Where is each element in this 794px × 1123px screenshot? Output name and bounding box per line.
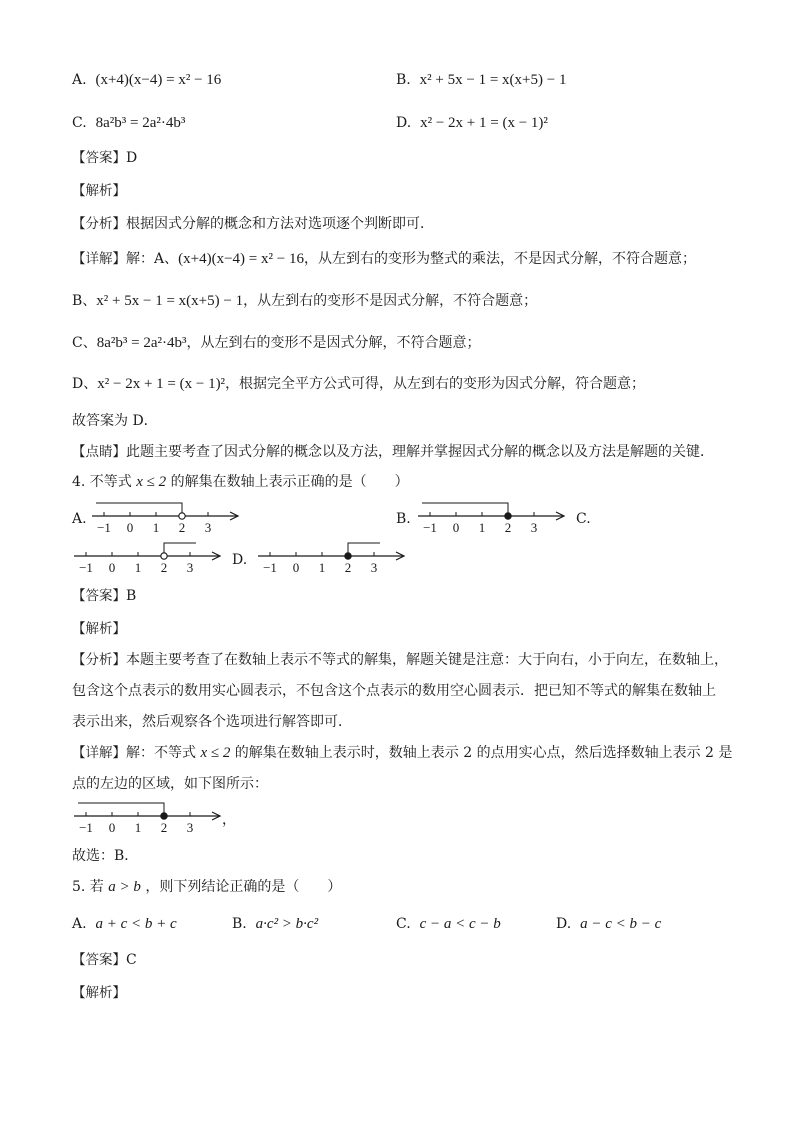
q4-answer: 【答案】B bbox=[72, 588, 137, 604]
axis-tick-label: 2 bbox=[344, 560, 352, 575]
axis-tick-label: 2 bbox=[160, 820, 168, 835]
axis-tick-label: 3 bbox=[204, 520, 212, 535]
q4-numberline-d bbox=[254, 540, 414, 576]
solid-point bbox=[345, 553, 351, 559]
q4-stem: 4. 不等式 x ≤ 2 的解集在数轴上表示正确的是（ ） bbox=[72, 474, 409, 490]
q3-option-b-math: x² + 5x − 1 = x(x+5) − 1 bbox=[419, 72, 567, 88]
q5-option-a: A. a + c < b + c bbox=[72, 916, 177, 932]
q4-fenxi-3: 表示出来，然后观察各个选项进行解答即可． bbox=[72, 714, 352, 730]
axis-tick-label: 3 bbox=[530, 520, 538, 535]
axis-tick-label: −1 bbox=[79, 560, 93, 575]
axis-tick-label: 2 bbox=[178, 520, 186, 535]
axis-tick-label: 1 bbox=[318, 560, 326, 575]
axis-tick-label: 0 bbox=[108, 560, 116, 575]
q4-label-c: C. bbox=[576, 511, 591, 527]
solid-point bbox=[161, 813, 167, 819]
hollow-point bbox=[161, 553, 167, 559]
q5-analysis-heading: 【解析】 bbox=[72, 985, 126, 1001]
axis-tick-label: 1 bbox=[134, 820, 142, 835]
axis-tick-label: −1 bbox=[79, 820, 93, 835]
q4-fenxi-1: 【分析】本题主要考查了在数轴上表示不等式的解集，解题关键是注意：大于向右，小于向左，在数轴上， bbox=[72, 652, 728, 668]
q4-conclusion: 故选：B． bbox=[72, 848, 139, 864]
axis-tick-label: 1 bbox=[152, 520, 160, 535]
q4-figure-comma: ， bbox=[222, 812, 236, 828]
axis-tick-label: 0 bbox=[126, 520, 134, 535]
q5-option-d: D. a − c < b − c bbox=[556, 916, 662, 932]
hollow-point bbox=[179, 513, 185, 519]
q3-option-a-math: (x+4)(x−4) = x² − 16 bbox=[95, 72, 222, 88]
q4-label-d: D. bbox=[232, 552, 248, 568]
q3-conclusion: 故答案为 D． bbox=[72, 413, 158, 429]
q4-fenxi-2: 包含这个点表示的数用实心圆表示，不包含这个点表示的数用空心圆表示．把已知不等式的解集在数轴上 bbox=[72, 683, 716, 699]
q3-option-d: D. x² − 2x + 1 = (x − 1)² bbox=[396, 115, 548, 131]
q4-analysis-heading: 【解析】 bbox=[72, 621, 126, 637]
q3-dianjing: 【点睛】此题主要考查了因式分解的概念以及方法，理解并掌握因式分解的概念以及方法是解题的关键． bbox=[72, 444, 714, 460]
q4-label-a: A. bbox=[72, 511, 87, 527]
q3-detail-c: C、8a²b³ = 2a²·4b³，从左到右的变形不是因式分解，不符合题意； bbox=[72, 335, 481, 351]
q4-numberline-a bbox=[88, 500, 248, 536]
q3-option-a: A. (x+4)(x−4) = x² − 16 bbox=[72, 72, 222, 88]
q3-option-b: B. x² + 5x − 1 = x(x+5) − 1 bbox=[396, 72, 567, 88]
axis-tick-label: 1 bbox=[134, 560, 142, 575]
axis-tick-label: 2 bbox=[160, 560, 168, 575]
solution-bracket bbox=[422, 503, 508, 516]
axis-tick-label: 0 bbox=[292, 560, 300, 575]
q4-numberline-b bbox=[414, 500, 574, 536]
q3-option-d-math: x² − 2x + 1 = (x − 1)² bbox=[420, 115, 548, 131]
axis-tick-label: 3 bbox=[186, 560, 194, 575]
q3-analysis-heading: 【解析】 bbox=[72, 183, 126, 199]
axis-tick-label: 0 bbox=[452, 520, 460, 535]
axis-tick-label: −1 bbox=[263, 560, 277, 575]
solution-bracket bbox=[78, 803, 164, 816]
solution-bracket bbox=[348, 543, 380, 556]
q4-label-b: B. bbox=[396, 511, 411, 527]
axis-tick-label: −1 bbox=[423, 520, 437, 535]
q5-option-b: B. a·c² > b·c² bbox=[232, 916, 319, 932]
q4-detail-2: 点的左边的区域，如下图所示： bbox=[72, 776, 268, 792]
solution-bracket bbox=[96, 503, 182, 516]
q3-option-c-math: 8a²b³ = 2a²·4b³ bbox=[95, 115, 186, 131]
q5-answer: 【答案】C bbox=[72, 952, 137, 968]
axis-tick-label: 1 bbox=[478, 520, 486, 535]
axis-tick-label: 3 bbox=[370, 560, 378, 575]
q3-option-c: C. 8a²b³ = 2a²·4b³ bbox=[72, 115, 186, 131]
axis-tick-label: 2 bbox=[504, 520, 512, 535]
q3-detail-b: B、x² + 5x − 1 = x(x+5) − 1，从左到右的变形不是因式分解，不符合题意； bbox=[72, 293, 538, 309]
q3-fenxi: 【分析】根据因式分解的概念和方法对选项逐个判断即可． bbox=[72, 216, 434, 232]
solid-point bbox=[505, 513, 511, 519]
q4-numberline-c bbox=[70, 540, 230, 576]
axis-tick-label: −1 bbox=[97, 520, 111, 535]
q3-detail-d: D、x² − 2x + 1 = (x − 1)²，根据完全平方公式可得，从左到右的变形为因式分解，符合题意； bbox=[72, 376, 646, 392]
q3-detail-a: 【详解】解：A、(x+4)(x−4) = x² − 16，从左到右的变形为整式的乘法，不是因式分解，不符合题意； bbox=[72, 251, 696, 267]
solution-bracket bbox=[164, 543, 196, 556]
q4-numberline-solution bbox=[70, 800, 230, 836]
axis-tick-label: 3 bbox=[186, 820, 194, 835]
q5-option-c: C. c − a < c − b bbox=[396, 916, 501, 932]
q4-detail-1: 【详解】解：不等式 x ≤ 2 的解集在数轴上表示时，数轴上表示 2 的点用实心点，然后选择数轴上表示 2 是 bbox=[72, 745, 733, 761]
axis-tick-label: 0 bbox=[108, 820, 116, 835]
q3-answer: 【答案】D bbox=[72, 150, 138, 166]
q5-stem: 5. 若 a > b ，则下列结论正确的是（ ） bbox=[72, 879, 342, 895]
